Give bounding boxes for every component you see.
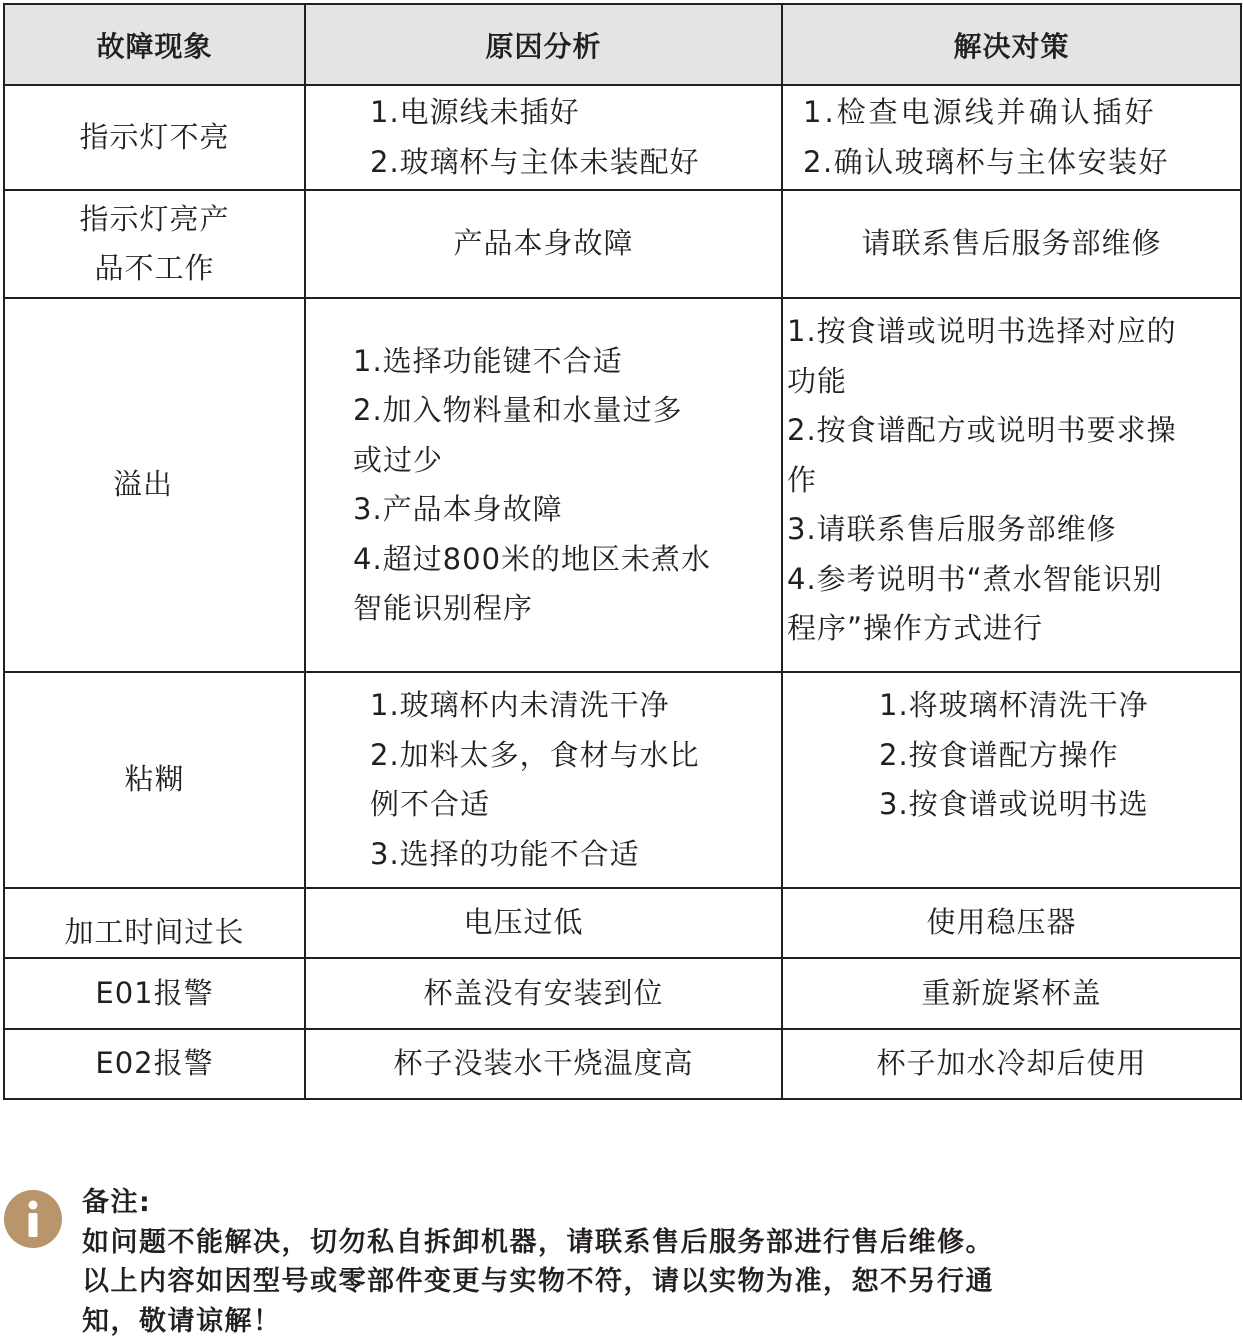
solution-cell (782, 672, 1241, 888)
table-header-row (4, 4, 1241, 85)
symptom-text: 品不工作 (5, 244, 304, 294)
troubleshooting-table (3, 3, 1242, 1100)
solution-line: 3.请联系售后服务部维修 (787, 505, 1240, 555)
solution-line: 功能 (787, 357, 1240, 407)
symptom-cell (4, 1029, 305, 1099)
symptom-cell (4, 85, 305, 190)
note-line: 以上内容如因型号或零部件变更与实物不符，请以实物为准，恕不另行通 (82, 1262, 994, 1302)
header-cause: 原因分析 (305, 4, 782, 85)
solution-line: 使用稳压器 (783, 898, 1220, 948)
cause-line: 1.玻璃杯内未清洗干净 (370, 681, 781, 731)
solution-cell (782, 85, 1241, 190)
cause-line: 产品本身故障 (306, 219, 781, 269)
symptom-text: 加工时间过长 (5, 908, 304, 958)
cause-cell (305, 672, 782, 888)
solution-cell (782, 958, 1241, 1029)
symptom-cell (4, 958, 305, 1029)
symptom-cell (4, 888, 305, 958)
symptom-cell (4, 672, 305, 888)
solution-line: 2.确认玻璃杯与主体安装好 (803, 138, 1240, 188)
cause-cell (305, 298, 782, 672)
symptom-text: 溢出 (113, 460, 304, 510)
cause-line: 1.选择功能键不合适 (353, 337, 781, 387)
table-row (4, 958, 1241, 1029)
cause-line: 电压过低 (306, 898, 741, 948)
symptom-text: 指示灯亮产 (5, 195, 304, 245)
symptom-text: E02报警 (5, 1039, 304, 1089)
cause-line: 4.超过800米的地区未煮水 (353, 535, 781, 585)
solution-line: 作 (787, 456, 1240, 506)
cause-line: 智能识别程序 (353, 584, 781, 634)
solution-cell (782, 1029, 1241, 1099)
note-block (82, 1183, 994, 1341)
symptom-text: 指示灯不亮 (5, 113, 304, 163)
solution-line: 4.参考说明书“煮水智能识别 (787, 555, 1240, 605)
solution-line: 1.将玻璃杯清洗干净 (879, 681, 1240, 731)
solution-cell (782, 190, 1241, 298)
solution-line: 3.按食谱或说明书选 (879, 780, 1240, 830)
info-icon (4, 1190, 62, 1248)
table-row (4, 672, 1241, 888)
cause-line: 3.选择的功能不合适 (370, 830, 781, 880)
solution-cell (782, 888, 1241, 958)
symptom-cell (4, 298, 305, 672)
cause-line: 杯子没装水干烧温度高 (306, 1039, 781, 1089)
cause-line: 3.产品本身故障 (353, 485, 781, 535)
table-row (4, 190, 1241, 298)
cause-line: 2.玻璃杯与主体未装配好 (370, 138, 781, 188)
solution-line: 杯子加水冷却后使用 (783, 1039, 1240, 1089)
solution-line: 1.按食谱或说明书选择对应的 (787, 307, 1240, 357)
cause-line: 杯盖没有安装到位 (306, 969, 781, 1019)
cause-cell (305, 888, 782, 958)
cause-cell (305, 958, 782, 1029)
header-solution: 解决对策 (782, 4, 1241, 85)
symptom-text: E01报警 (5, 969, 304, 1019)
solution-line: 2.按食谱配方操作 (879, 731, 1240, 781)
symptom-cell (4, 190, 305, 298)
cause-cell (305, 190, 782, 298)
cause-line: 例不合适 (370, 780, 781, 830)
solution-line: 1.检查电源线并确认插好 (803, 88, 1240, 138)
cause-cell (305, 1029, 782, 1099)
note-line: 如问题不能解决，切勿私自拆卸机器，请联系售后服务部进行售后维修。 (82, 1223, 994, 1263)
cause-line: 2.加料太多，食材与水比 (370, 731, 781, 781)
cause-cell (305, 85, 782, 190)
table-row (4, 85, 1241, 190)
cause-line: 或过少 (353, 436, 781, 486)
note-title: 备注: (82, 1183, 994, 1223)
solution-line: 程序”操作方式进行 (787, 604, 1240, 654)
cause-line: 1.电源线未插好 (370, 88, 781, 138)
note-line: 知，敬请谅解！ (82, 1302, 994, 1341)
solution-line: 2.按食谱配方或说明书要求操 (787, 406, 1240, 456)
cause-line: 2.加入物料量和水量过多 (353, 386, 781, 436)
table-row (4, 888, 1241, 958)
solution-line: 请联系售后服务部维修 (783, 219, 1240, 269)
solution-line: 重新旋紧杯盖 (783, 969, 1240, 1019)
header-symptom: 故障现象 (4, 4, 305, 85)
solution-cell (782, 298, 1241, 672)
table-row (4, 298, 1241, 672)
table-row (4, 1029, 1241, 1099)
symptom-text: 粘糊 (5, 755, 304, 805)
